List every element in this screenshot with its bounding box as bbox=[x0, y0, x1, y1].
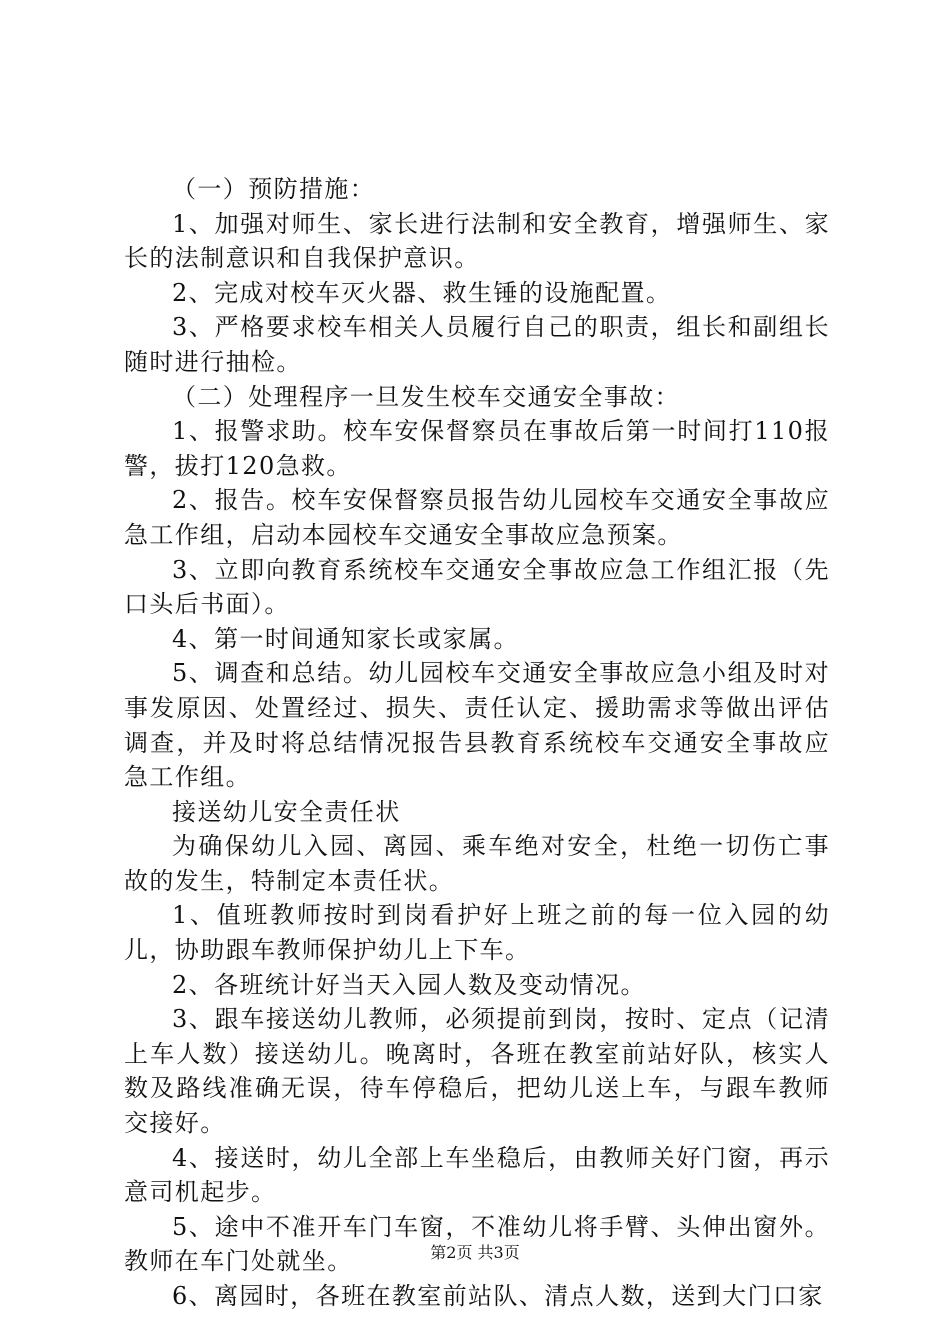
paragraph-prevention-heading: （一）预防措施： bbox=[172, 175, 376, 203]
paragraph: 1、加强对师生、家长进行法制和安全教育，增强师生、家长的法制意识和自我保护意识。 bbox=[124, 209, 830, 273]
paragraph: 4、接送时，幼儿全部上车坐稳后，由教师关好门窗，再示意司机起步。 bbox=[124, 1143, 830, 1207]
paragraph: 3、严格要求校车相关人员履行自己的职责，组长和副组长随时进行抽检。 bbox=[124, 313, 830, 376]
paragraph: 1、报警求助。校车安保督察员在事故后第一时间打110报警，拔打120急救。 bbox=[124, 417, 830, 480]
paragraph-procedure-heading: （二）处理程序一旦发生校车交通安全事故： bbox=[172, 382, 680, 411]
paragraph: 3、立即向教育系统校车交通安全事故应急工作组汇报（先口头后书面）。 bbox=[124, 555, 830, 619]
paragraph: 5、途中不准开车门车窗，不准幼儿将手臂、头伸出窗外。教师在车门处就坐。 bbox=[124, 1212, 830, 1276]
paragraph: 2、报告。校车安保督察员报告幼儿园校车交通安全事故应急工作组，启动本园校车交通安全事故应急预案。 bbox=[124, 486, 830, 549]
paragraph: 1、值班教师按时到岗看护好上班之前的每一位入园的幼儿，协助跟车教师保护幼儿上下车。 bbox=[124, 901, 830, 965]
paragraph: 5、调查和总结。幼儿园校车交通安全事故应急小组及时对事发原因、处置经过、损失、责任认定、援助需求等做出评估调查，并及时将总结情况报告县教育系统校车交通安全事故应急工作组。 bbox=[124, 659, 830, 792]
paragraph: 3、跟车接送幼儿教师，必须提前到岗，按时、定点（记清上车人数）接送幼儿。晚离时，各班在教室前站好队，核实人数及路线准确无误，待车停稳后，把幼儿送上车，与跟车教师交接好。 bbox=[124, 1005, 830, 1138]
section-title: 接送幼儿安全责任状 bbox=[172, 797, 401, 826]
page-number: 第2页 共3页 bbox=[430, 1243, 520, 1262]
paragraph: 6、离园时，各班在教室前站队、清点人数，送到大门口家 bbox=[172, 1282, 824, 1310]
paragraph: 4、第一时间通知家长或家属。 bbox=[172, 624, 519, 653]
paragraph: 2、完成对校车灭火器、救生锤的设施配置。 bbox=[172, 278, 672, 307]
paragraph: 为确保幼儿入园、离园、乘车绝对安全，杜绝一切伤亡事故的发生，特制定本责任状。 bbox=[124, 832, 830, 895]
page-footer bbox=[0, 1240, 950, 1263]
document-body bbox=[124, 172, 830, 1314]
paragraph: 2、各班统计好当天入园人数及变动情况。 bbox=[172, 970, 646, 999]
